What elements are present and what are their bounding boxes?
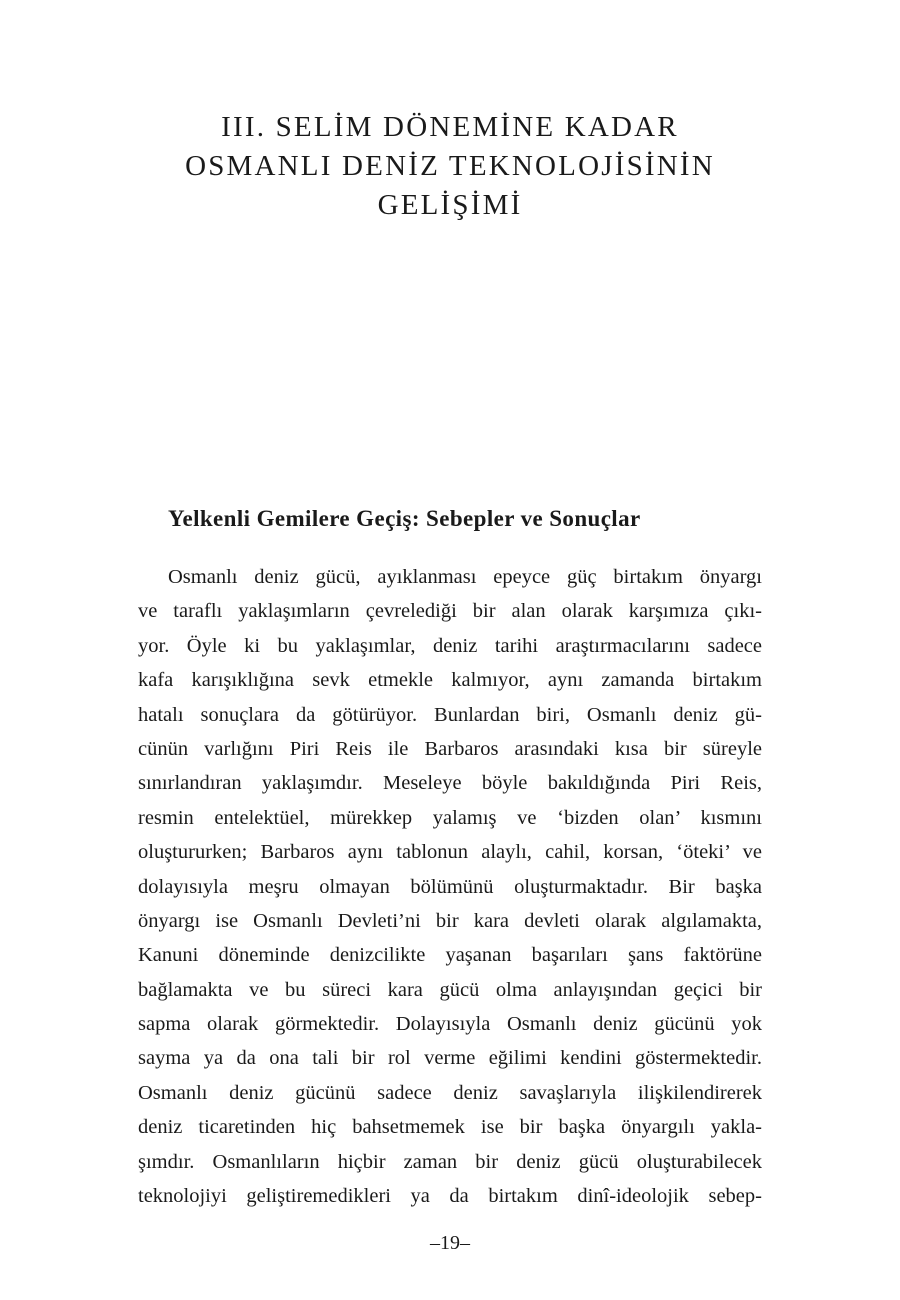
- chapter-title-line: III. SELİM DÖNEMİNE KADAR: [221, 111, 679, 143]
- paragraph-line: Osmanlı deniz gücü, ayıklanması epeyce güç birtakım önyargı: [168, 566, 762, 588]
- chapter-title-line: OSMANLI DENİZ TEKNOLOJİSİNİN: [185, 150, 715, 182]
- paragraph-line: hatalı sonuçlara da götürüyor. Bunlardan biri, Osmanlı deniz gü-: [138, 703, 762, 726]
- paragraph-line: sınırlandıran yaklaşımdır. Meseleye böyle bakıldığında Piri Reis,: [138, 772, 762, 795]
- paragraph-line: Kanuni döneminde denizcilikte yaşanan başarıları şans faktörüne: [138, 944, 762, 967]
- paragraph-line: sapma olarak görmektedir. Dolayısıyla Osmanlı deniz gücünü yok: [138, 1013, 762, 1036]
- paragraph-line: ve taraflı yaklaşımların çevrelediği bir alan olarak karşımıza çıkı-: [138, 600, 762, 623]
- paragraph-line: resmin entelektüel, mürekkep yalamış ve ‘bizden olan’ kısmını: [138, 806, 762, 829]
- paragraph-line: şımdır. Osmanlıların hiçbir zaman bir deniz gücü oluşturabilecek: [138, 1150, 762, 1173]
- paragraph-line: teknolojiyi geliştiremedikleri ya da birtakım dinî-ideolojik sebep-: [138, 1185, 762, 1208]
- paragraph-line: yor. Öyle ki bu yaklaşımlar, deniz tarihi araştırmacılarını sadece: [138, 634, 762, 657]
- paragraph-line: cünün varlığını Piri Reis ile Barbaros arasındaki kısa bir süreyle: [138, 737, 762, 760]
- paragraph-line: Osmanlı deniz gücünü sadece deniz savaşlarıyla ilişkilendirerek: [138, 1081, 762, 1104]
- section-heading: Yelkenli Gemilere Geçiş: Sebepler ve Sonuçlar: [168, 506, 641, 531]
- paragraph-line: kafa karışıklığına sevk etmekle kalmıyor, aynı zamanda birtakım: [138, 669, 762, 692]
- chapter-title: [0, 108, 900, 225]
- paragraph-line: deniz ticaretinden hiç bahsetmemek ise bir başka önyargılı yakla-: [138, 1116, 762, 1139]
- paragraph-line: dolayısıyla meşru olmayan bölümünü oluşturmaktadır. Bir başka: [138, 875, 762, 898]
- paragraph-line: oluştururken; Barbaros aynı tablonun alaylı, cahil, korsan, ‘öteki’ ve: [138, 841, 762, 864]
- body-paragraph: [138, 560, 762, 1213]
- chapter-title-line: GELİŞİMİ: [377, 189, 523, 221]
- page-number: –19–: [430, 1232, 470, 1254]
- paragraph-line: önyargı ise Osmanlı Devleti’ni bir kara devleti olarak algılamakta,: [138, 909, 762, 932]
- paragraph-line: bağlamakta ve bu süreci kara gücü olma anlayışından geçici bir: [138, 978, 762, 1001]
- paragraph-line: sayma ya da ona tali bir rol verme eğilimi kendini göstermektedir.: [138, 1047, 762, 1070]
